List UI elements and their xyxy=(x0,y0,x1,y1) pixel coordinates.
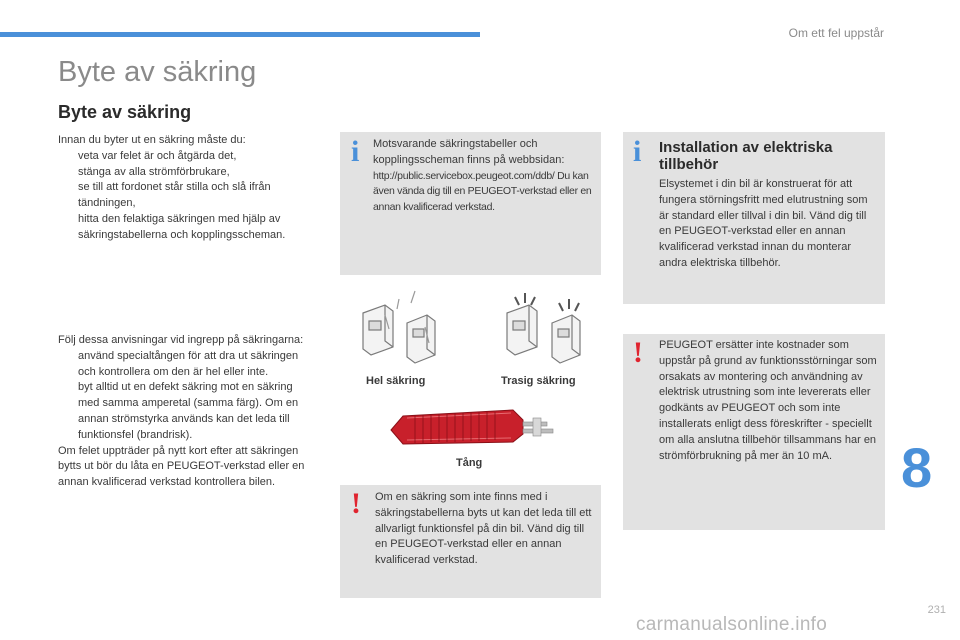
chapter-number: 8 xyxy=(901,436,933,499)
fuse-puller-illustration xyxy=(385,400,570,452)
section-label: Om ett fel uppstår xyxy=(788,26,884,40)
info-box-accessories-text: Elsystemet i din bil är konstruerat för att fungera störningsfritt med elutrustning som är standard eller tillval i din bil. Vänd dig till en PEUGEOT-verkstad eller en annan kvalificerad verkstad innan du monterar andra elektriska tillbehör. xyxy=(659,178,868,269)
warning-box-liability xyxy=(623,334,885,530)
intro-list xyxy=(58,149,320,244)
instructions-lead: Följ dessa anvisningar vid ingrepp på säkringarna: xyxy=(58,334,304,346)
warning-icon: ! xyxy=(351,487,361,520)
page-number: 231 xyxy=(927,604,946,616)
good-fuse-icon xyxy=(363,291,435,363)
info-box-accessories-title: Installation av elektriska tillbehör xyxy=(659,139,833,173)
warning-box-unlisted-fuse-text: Om en säkring som inte finns med i säkringstabellerna byts ut kan det leda till ett allvarligt funktionsfel på din bil. Vänd dig till en PEUGEOT-verkstad eller en annan kvalificerad verkstad. xyxy=(375,491,592,567)
instructions-block xyxy=(58,333,308,491)
broken-fuse-icon xyxy=(507,293,580,363)
fuse-puller-icon xyxy=(391,410,553,444)
list-item: stänga av alla strömförbrukare, xyxy=(78,165,230,178)
instructions-list xyxy=(58,349,308,444)
list-item: hitta den felaktiga säkringen med hjälp av säkringstabellerna och kopplingsscheman. xyxy=(78,212,286,241)
bad-fuse-illustration xyxy=(497,285,592,370)
warning-box-unlisted-fuse xyxy=(340,485,601,598)
list-item: använd specialtången för att dra ut säkringen och kontrollera om den är hel eller inte. xyxy=(78,349,299,378)
warning-icon: ! xyxy=(633,336,643,369)
tool-caption: Tång xyxy=(456,457,483,469)
good-fuse-illustration xyxy=(355,285,445,370)
list-item: se till att fordonet står stilla och slå ifrån tändningen, xyxy=(78,181,271,210)
list-item: veta var felet är och åtgärda det, xyxy=(78,149,237,162)
intro-block xyxy=(58,133,320,244)
intro-lead: Innan du byter ut en säkring måste du: xyxy=(58,134,246,146)
page-title: Byte av säkring xyxy=(58,56,257,88)
good-fuse-caption: Hel säkring xyxy=(366,375,426,387)
warning-box-liability-text: PEUGEOT ersätter inte kostnader som uppstår på grund av funktionsstörningar som orsakats av montering och användning av elektrisk utrustning som inte levererats eller godkänts av PEUGEOT och som inte installerats enligt dess föreskrifter - speciellt om alla anslutna tillbehör tillsammans har en strömförbrukning på mer än 10 mA. xyxy=(659,339,877,462)
bad-fuse-caption: Trasig säkring xyxy=(501,375,576,387)
info-icon: i xyxy=(633,135,642,168)
watermark: carmanualsonline.info xyxy=(636,614,828,635)
info-icon: i xyxy=(351,135,360,168)
instructions-closing: Om felet uppträder på nytt kort efter att säkringen bytts ut bör du låta en PEUGEOT-verkstad eller en annan kvalificerad verkstad kontrollera bilen. xyxy=(58,444,305,489)
header-accent-bar xyxy=(0,32,480,37)
info-box-website-text: Motsvarande säkringstabeller och kopplingsscheman finns på webbsidan: http://public.servicebox.peugeot.com/ddb/ Du kan även vända dig till en PEUGEOT-verkstad eller en annan kvalificerad verkstad. xyxy=(373,138,592,214)
info-box-website xyxy=(340,132,601,275)
page-subtitle: Byte av säkring xyxy=(58,102,192,122)
list-item: byt alltid ut en defekt säkring mot en säkring med samma amperetal (samma färg). Om en annan strömstyrka används kan det leda till funktionsfel (brandrisk). xyxy=(78,381,299,441)
info-box-accessories xyxy=(623,132,885,304)
